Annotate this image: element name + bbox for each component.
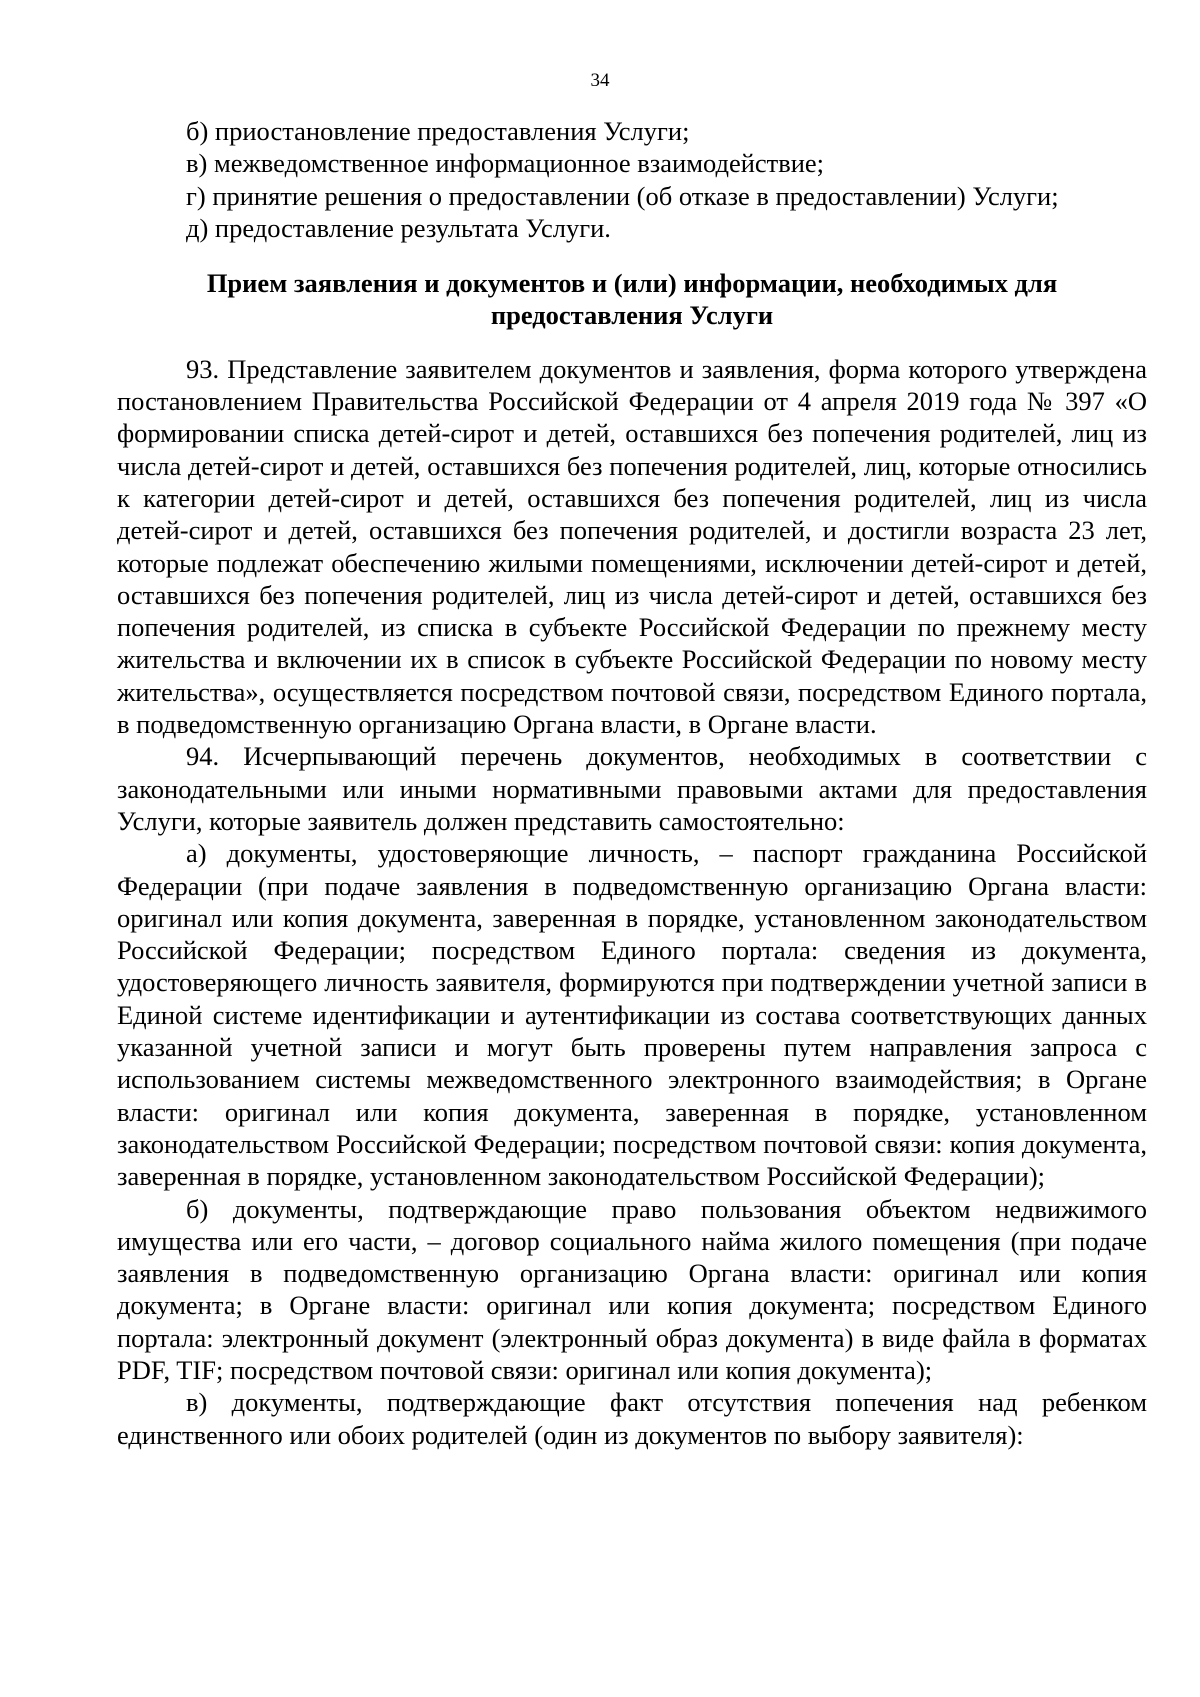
paragraph-94: 94. Исчерпывающий перечень документов, необходимых в соответствии с законодательными или иными нормативными правовыми актами для предоставления Услуги, которые заявитель должен представить самостоятельно: [117,741,1147,836]
page-number: 34 [590,70,610,91]
list-item: в) межведомственное информационное взаимодействие; [186,148,825,179]
list-item: г) принятие решения о предоставлении (об отказе в предоставлении) Услуги; [186,180,1059,211]
document-body [117,115,1147,1451]
stage-list [117,115,1147,244]
paragraph-94-b: б) документы, подтверждающие право пользования объектом недвижимого имущества или его части, – договор социального найма жилого помещения (при подаче заявления в подведомственную организацию Органа власти: оригинал или копия документа; в Органе власти: оригинал или копия документа; посредством Единого портала: электронный документ (электронный образ документа) в виде файла в форматах PDF, TIF; посредством почтовой связи: оригинал или копия документа); [117,1193,1147,1385]
list-item: д) предоставление результата Услуги. [186,212,611,243]
section-heading: Прием заявления и документов и (или) информации, необходимых для предоставления Услуги [206,268,1058,331]
paragraph-94-v: в) документы, подтверждающие факт отсутствия попечения над ребенком единственного или обоих родителей (один из документов по выбору заявителя): [117,1387,1147,1450]
list-item: б) приостановление предоставления Услуги; [186,116,690,146]
paragraph-93: 93. Представление заявителем документов и заявления, форма которого утверждена постановлением Правительства Российской Федерации от 4 апреля 2019 года № 397 «О формировании списка детей-сирот и детей, оставшихся без попечения родителей, лиц из числа детей-сирот и детей, оставшихся без попечения родителей, лиц, которые относились к категории детей-сирот и детей, оставшихся без попечения родителей, лиц из числа детей-сирот и детей, оставшихся без попечения родителей, и достигли возраста 23 лет, которые подлежат обеспечению жилыми помещениями, исключении детей-сирот и детей, оставшихся без попечения родителей, лиц из числа детей-сирот и детей, оставшихся без попечения родителей, из списка в субъекте Российской Федерации по прежнему месту жительства и включении их в список в субъекте Российской Федерации по новому месту жительства», осуществляется посредством почтовой связи, посредством Единого портала, в подведомственную организацию Органа власти, в Органе власти. [117,353,1147,740]
paragraph-94-a: а) документы, удостоверяющие личность, – паспорт гражданина Российской Федерации (при подаче заявления в подведомственную организацию Органа власти: оригинал или копия документа, заверенная в порядке, установленном законодательством Российской Федерации; посредством Единого портала: сведения из документа, удостоверяющего личность заявителя, формируются при подтверждении учетной записи в Единой системе идентификации и аутентификации из состава соответствующих данных указанной учетной записи и могут быть проверены путем направления запроса с использованием системы межведомственного электронного взаимодействия; в Органе власти: оригинал или копия документа, заверенная в порядке, установленном законодательством Российской Федерации; посредством почтовой связи: копия документа, заверенная в порядке, установленном законодательством Российской Федерации); [117,838,1147,1192]
